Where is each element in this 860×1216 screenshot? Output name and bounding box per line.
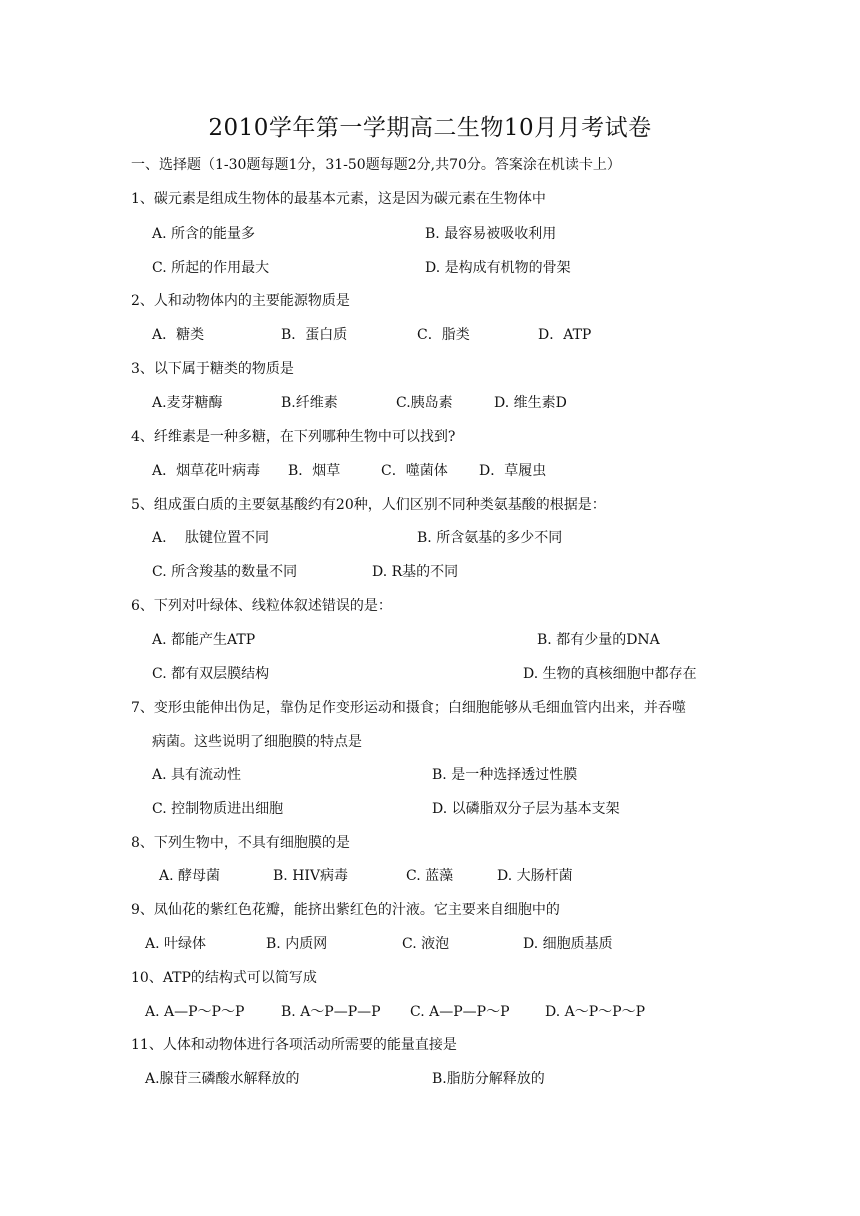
section-heading: 一、选择题（1-30题每题1分，31-50题每题2分,共70分。答案涂在机读卡上） xyxy=(131,157,621,173)
q6-option-c: C. 都有双层膜结构 xyxy=(152,666,270,682)
q4-option-c: C．噬菌体 xyxy=(381,463,448,479)
q3-option-d: D. 维生素D xyxy=(494,395,567,411)
q1-option-b: B. 最容易被吸收利用 xyxy=(425,226,557,242)
question-10: 10、ATP的结构式可以简写成 xyxy=(131,970,317,986)
q7-option-d: D. 以磷脂双分子层为基本支架 xyxy=(432,801,620,817)
q10-option-c: C. A—P—P～P xyxy=(410,1004,510,1020)
q11-option-b: B.脂肪分解释放的 xyxy=(432,1071,545,1087)
q8-option-c: C. 蓝藻 xyxy=(406,868,454,884)
q2-option-b: B．蛋白质 xyxy=(281,327,348,343)
q4-option-b: B．烟草 xyxy=(288,463,341,479)
q11-option-a: A.腺苷三磷酸水解释放的 xyxy=(145,1071,300,1087)
q5-option-a: A. 肽键位置不同 xyxy=(152,530,270,546)
question-7-continued: 病菌。这些说明了细胞膜的特点是 xyxy=(152,734,362,750)
q4-option-d: D．草履虫 xyxy=(479,463,547,479)
q10-option-a: A. A—P～P～P xyxy=(145,1004,245,1020)
q1-option-d: D. 是构成有机物的骨架 xyxy=(425,260,571,276)
q7-option-b: B. 是一种选择透过性膜 xyxy=(432,767,578,783)
q9-option-d: D. 细胞质基质 xyxy=(523,936,613,952)
q2-option-c: C．脂类 xyxy=(417,327,470,343)
q6-option-a: A. 都能产生ATP xyxy=(152,632,256,648)
q8-option-a: A. 酵母菌 xyxy=(159,868,221,884)
q3-option-c: C.胰岛素 xyxy=(396,395,453,411)
q5-option-b: B. 所含氨基的多少不同 xyxy=(417,530,563,546)
q8-option-d: D. 大肠杆菌 xyxy=(497,868,573,884)
q3-option-a: A.麦芽糖酶 xyxy=(152,395,223,411)
q1-option-c: C. 所起的作用最大 xyxy=(152,260,270,276)
q8-option-b: B. HIV病毒 xyxy=(273,868,349,884)
q3-option-b: B.纤维素 xyxy=(281,395,338,411)
question-9: 9、凤仙花的紫红色花瓣，能挤出紫红色的汁液。它主要来自细胞中的 xyxy=(131,902,560,918)
q1-option-a: A. 所含的能量多 xyxy=(152,226,256,242)
q6-option-d: D. 生物的真核细胞中都存在 xyxy=(523,666,697,682)
q6-option-b: B. 都有少量的DNA xyxy=(537,632,660,648)
question-4: 4、纤维素是一种多糖，在下列哪种生物中可以找到? xyxy=(131,429,456,445)
page-title: 2010学年第一学期高二生物10月月考试卷 xyxy=(208,115,652,141)
q10-option-d: D. A～P～P～P xyxy=(545,1004,645,1020)
question-6: 6、下列对叶绿体、线粒体叙述错误的是： xyxy=(131,598,392,614)
q5-option-d: D. R基的不同 xyxy=(372,564,459,580)
question-3: 3、以下属于糖类的物质是 xyxy=(131,361,294,377)
q9-option-c: C. 液泡 xyxy=(402,936,450,952)
q2-option-d: D．ATP xyxy=(538,327,592,343)
q7-option-c: C. 控制物质进出细胞 xyxy=(152,801,284,817)
question-1: 1、碳元素是组成生物体的最基本元素，这是因为碳元素在生物体中 xyxy=(131,191,546,207)
q5-option-c: C. 所含羧基的数量不同 xyxy=(152,564,298,580)
q9-option-a: A. 叶绿体 xyxy=(145,936,207,952)
question-7: 7、变形虫能伸出伪足，靠伪足作变形运动和摄食；白细胞能够从毛细血管内出来，并吞噬 xyxy=(131,700,686,716)
q4-option-a: A．烟草花叶病毒 xyxy=(152,463,261,479)
q9-option-b: B. 内质网 xyxy=(266,936,328,952)
question-11: 11、人体和动物体进行各项活动所需要的能量直接是 xyxy=(131,1037,457,1053)
q10-option-b: B. A～P—P—P xyxy=(281,1004,381,1020)
q7-option-a: A. 具有流动性 xyxy=(152,767,242,783)
question-2: 2、人和动物体内的主要能源物质是 xyxy=(131,293,350,309)
question-5: 5、组成蛋白质的主要氨基酸约有20种，人们区别不同种类氨基酸的根据是： xyxy=(131,497,606,513)
q2-option-a: A．糖类 xyxy=(152,327,205,343)
question-8: 8、下列生物中，不具有细胞膜的是 xyxy=(131,835,350,851)
